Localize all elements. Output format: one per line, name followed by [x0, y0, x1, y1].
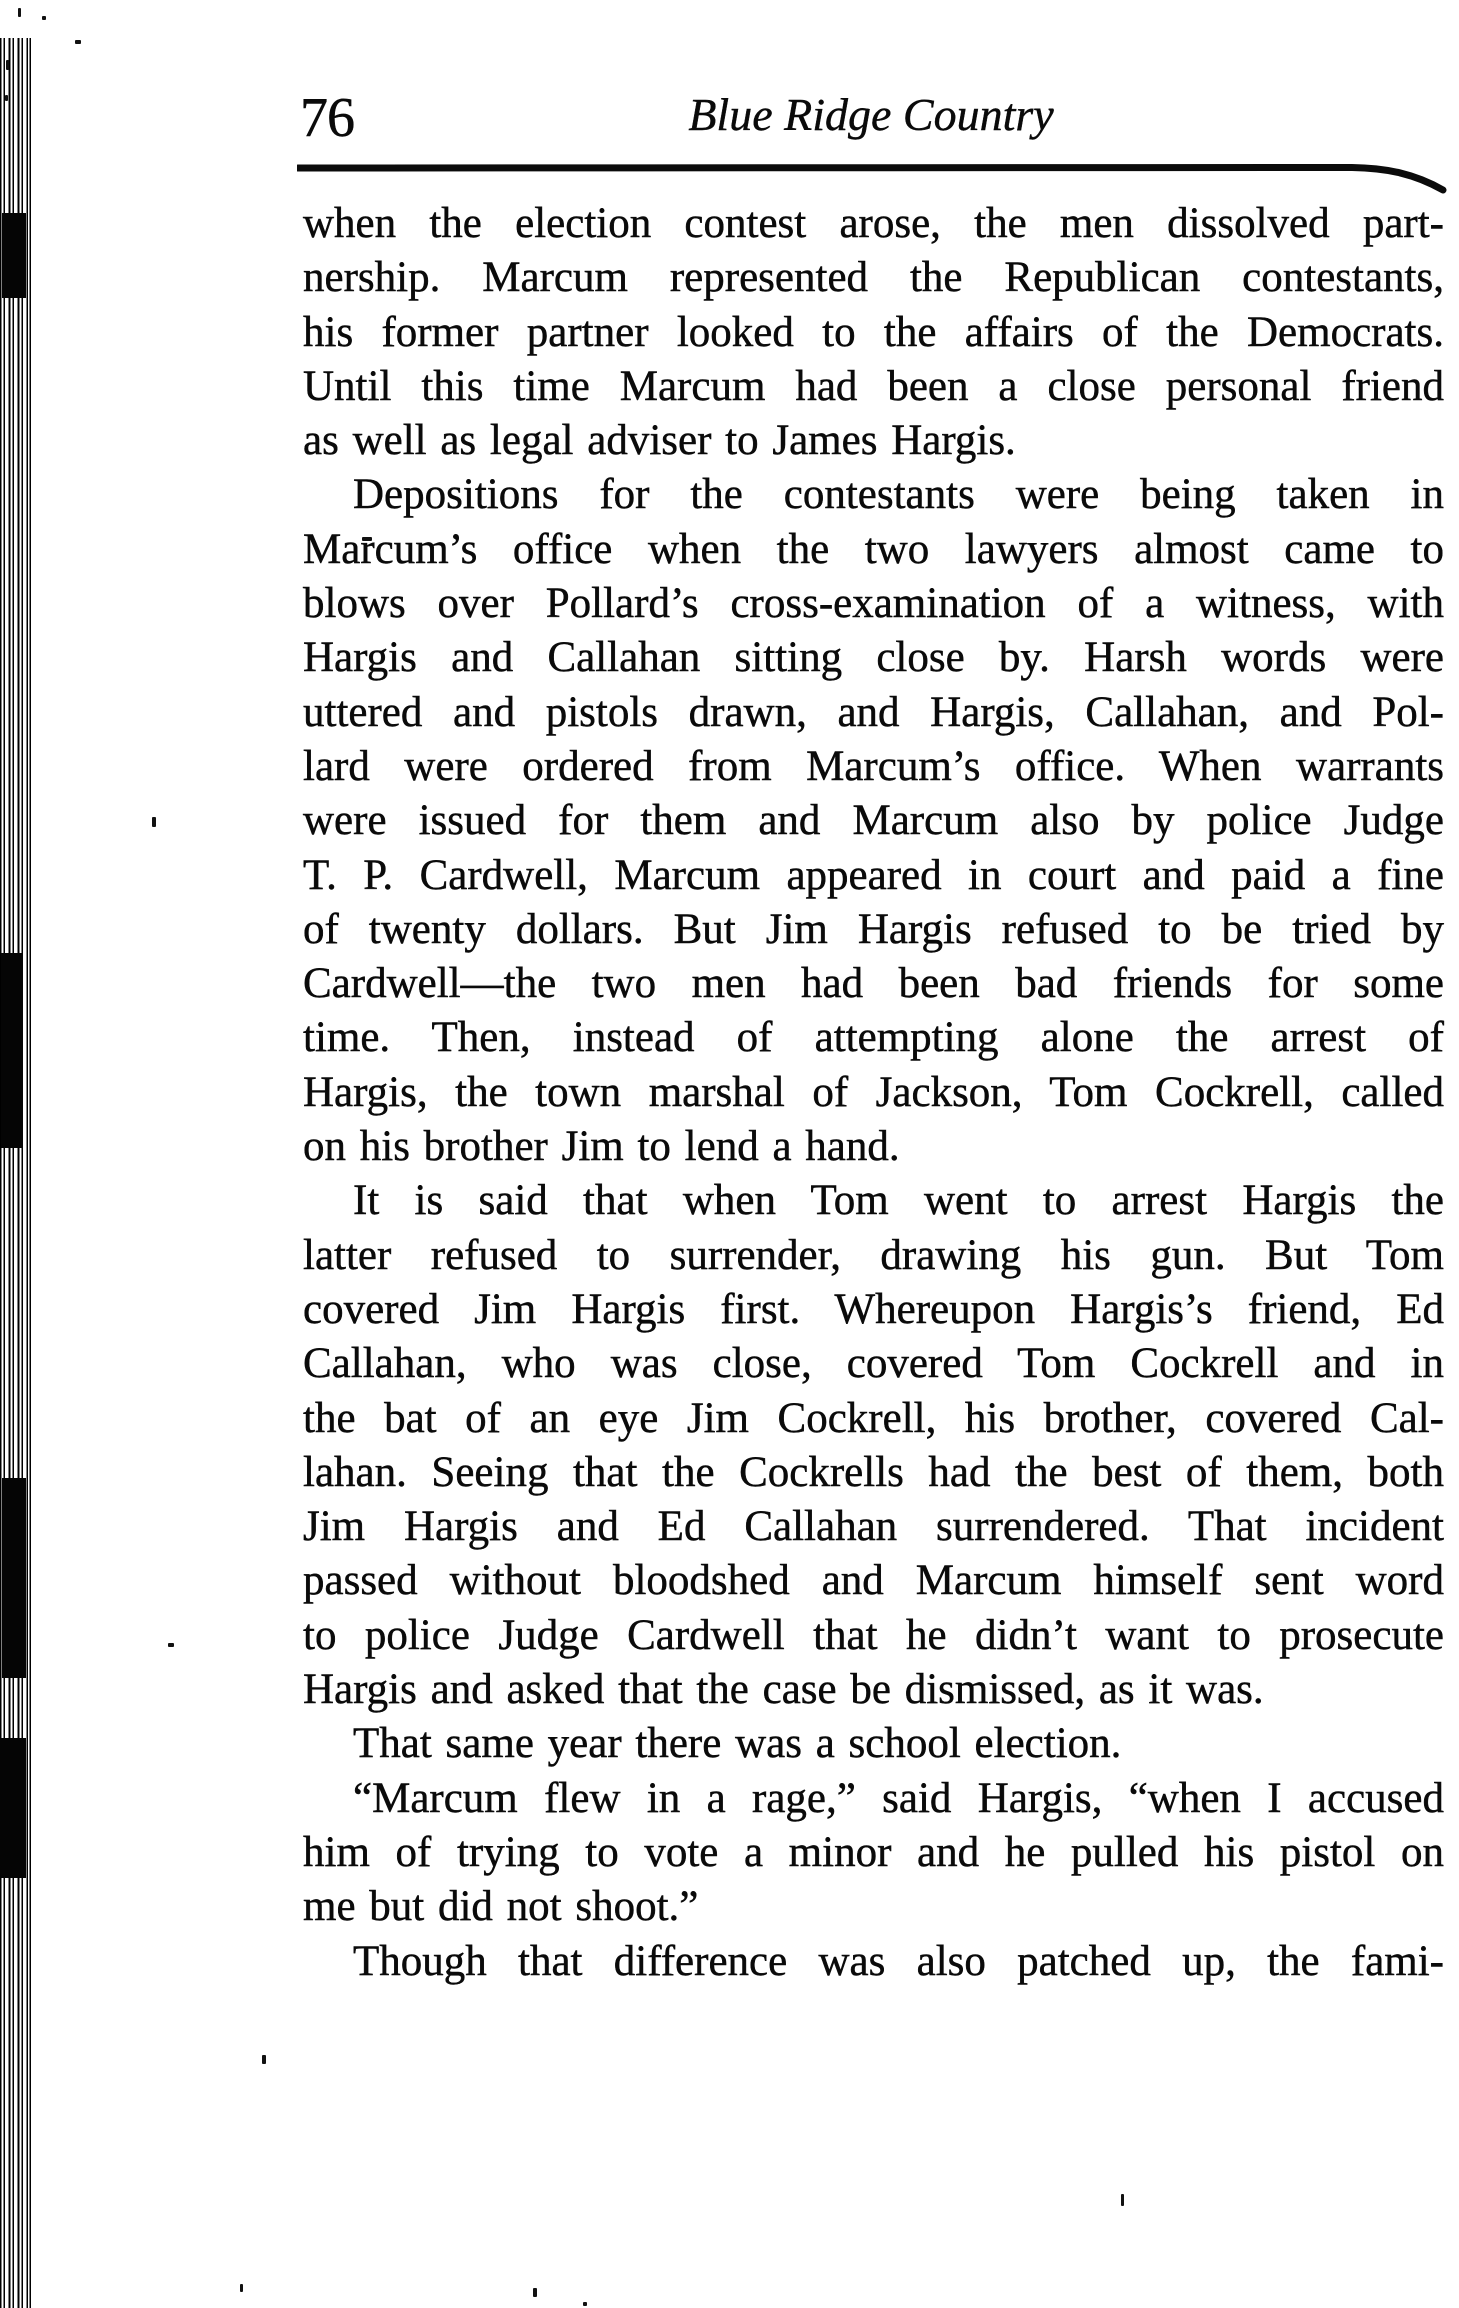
text-line: when the election contest arose, the men dissolved part-	[303, 200, 1444, 247]
scan-speckle	[42, 16, 46, 20]
text-line: to police Judge Cardwell that he didn’t want to prosecute	[303, 1611, 1444, 1659]
scan-blot	[1, 953, 23, 1148]
scan-speckle	[1121, 2194, 1124, 2206]
text-line: time. Then, instead of attempting alone the arrest of	[303, 1014, 1444, 1062]
text-line: covered Jim Hargis first. Whereupon Hargis’s friend, Ed	[303, 1285, 1444, 1333]
text-line: the bat of an eye Jim Cockrell, his brother, covered Cal-	[303, 1394, 1444, 1442]
text-line: passed without bloodshed and Marcum himself sent word	[303, 1557, 1444, 1605]
text-line: his former partner looked to the affairs of the Democrats.	[303, 308, 1444, 356]
text-line: Jim Hargis and Ed Callahan surrendered. That incident	[303, 1503, 1444, 1551]
text-line: nership. Marcum represented the Republican contestants,	[303, 254, 1444, 302]
text-line: Callahan, who was close, covered Tom Cockrell and in	[303, 1340, 1444, 1388]
text-line: Until this time Marcum had been a close personal friend	[303, 362, 1444, 410]
scan-blot	[2, 1478, 26, 1678]
scan-blot	[2, 213, 26, 298]
text-line: uttered and pistols drawn, and Hargis, Callahan, and Pol-	[303, 688, 1444, 736]
scan-speckle	[262, 2055, 266, 2064]
text-line: were issued for them and Marcum also by police Judge	[303, 797, 1444, 845]
scan-speckle	[75, 40, 81, 44]
text-line: of twenty dollars. But Jim Hargis refused to be tried by	[303, 905, 1444, 953]
text-line: Depositions for the contestants were being taken in	[353, 471, 1444, 519]
text-column	[303, 197, 1444, 1989]
text-line: Marcum’s office when the two lawyers almost came to	[303, 525, 1444, 573]
scan-speckle	[533, 2288, 537, 2297]
text-line: as well as legal adviser to James Hargis.	[303, 417, 1016, 465]
text-line: That same year there was a school election.	[353, 1720, 1122, 1768]
header-rule	[297, 163, 1449, 197]
running-title: Blue Ridge Country	[688, 89, 1054, 140]
page-number: 76	[300, 87, 354, 149]
scan-gutter-artifact	[0, 38, 32, 2308]
text-line: lard were ordered from Marcum’s office. When warrants	[303, 742, 1444, 790]
text-line: “Marcum flew in a rage,” said Hargis, “when I accused	[353, 1774, 1444, 1822]
scan-speckle	[240, 2284, 243, 2292]
text-line: Though that difference was also patched up, the fami-	[353, 1937, 1444, 1985]
scan-blot	[0, 1738, 26, 1878]
text-line: blows over Pollard’s cross-examination of a witness, with	[303, 580, 1444, 628]
scan-speckle	[5, 95, 8, 101]
text-line: latter refused to surrender, drawing his gun. But Tom	[303, 1231, 1444, 1279]
scan-speckle	[6, 60, 9, 70]
scan-speckle	[18, 8, 21, 17]
scan-speckle	[583, 2302, 587, 2306]
scan-speckle	[152, 817, 156, 827]
text-line: him of trying to vote a minor and he pulled his pistol on	[303, 1828, 1444, 1876]
text-line: Hargis and Callahan sitting close by. Harsh words were	[303, 634, 1444, 682]
text-line: me but did not shoot.”	[303, 1883, 699, 1931]
text-line: Hargis and asked that the case be dismissed, as it was.	[303, 1666, 1264, 1714]
text-line: T. P. Cardwell, Marcum appeared in court and paid a fine	[303, 851, 1444, 899]
text-line: Hargis, the town marshal of Jackson, Tom Cockrell, called	[303, 1068, 1444, 1116]
text-line: Cardwell—the two men had been bad friends for some	[303, 960, 1444, 1008]
text-line: It is said that when Tom went to arrest Hargis the	[353, 1177, 1444, 1225]
text-line: lahan. Seeing that the Cockrells had the best of them, both	[303, 1448, 1444, 1496]
text-line: on his brother Jim to lend a hand.	[303, 1123, 900, 1171]
scan-speckle	[168, 1643, 174, 1647]
